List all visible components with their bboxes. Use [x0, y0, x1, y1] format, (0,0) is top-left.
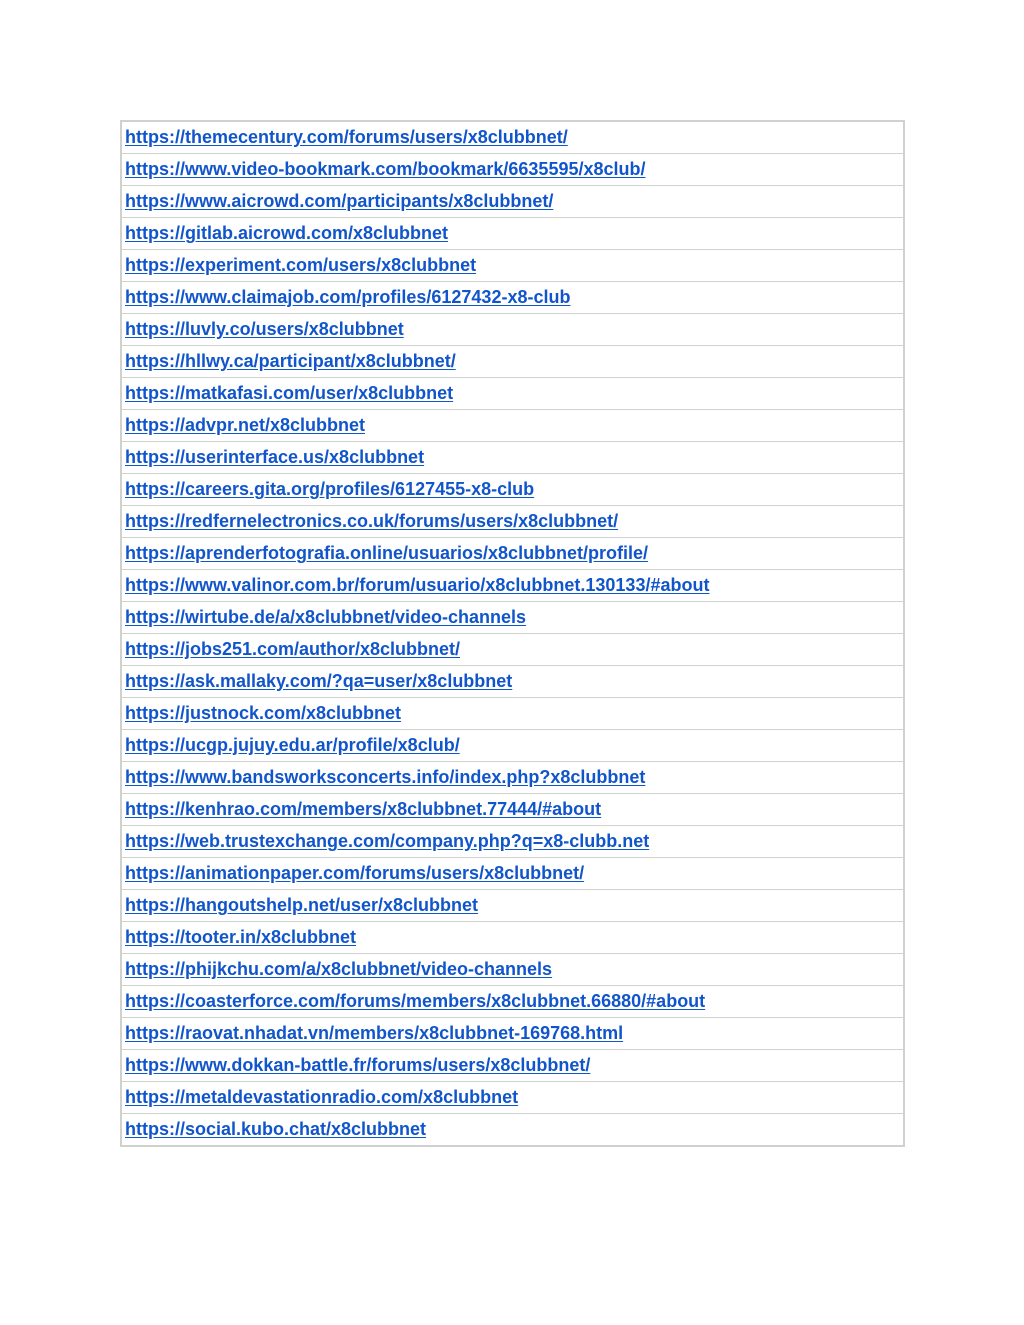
table-cell [121, 314, 904, 346]
link[interactable]: https://social.kubo.chat/x8clubbnet [125, 1119, 427, 1139]
link[interactable]: https://advpr.net/x8clubbnet [125, 415, 366, 435]
table-cell [121, 1050, 904, 1082]
link[interactable]: https://coasterforce.com/forums/members/x8clubbnet.66880/#about [125, 991, 706, 1011]
links-table [120, 120, 905, 1147]
table-row [121, 922, 904, 954]
link[interactable]: https://www.valinor.com.br/forum/usuario/x8clubbnet.130133/#about [125, 575, 710, 595]
table-cell [121, 186, 904, 218]
table-cell [121, 410, 904, 442]
table-row [121, 506, 904, 538]
table-cell [121, 250, 904, 282]
table-cell [121, 218, 904, 250]
table-row [121, 858, 904, 890]
links-table-body [121, 121, 904, 1146]
link[interactable]: https://www.video-bookmark.com/bookmark/6635595/x8club/ [125, 159, 646, 179]
table-cell [121, 538, 904, 570]
link[interactable]: https://justnock.com/x8clubbnet [125, 703, 402, 723]
table-cell [121, 121, 904, 154]
table-cell [121, 378, 904, 410]
table-cell [121, 794, 904, 826]
table-row [121, 538, 904, 570]
link[interactable]: https://experiment.com/users/x8clubbnet [125, 255, 477, 275]
table-cell [121, 666, 904, 698]
table-row [121, 474, 904, 506]
link[interactable]: https://jobs251.com/author/x8clubbnet/ [125, 639, 461, 659]
table-row [121, 762, 904, 794]
table-row [121, 826, 904, 858]
table-row [121, 154, 904, 186]
table-row [121, 570, 904, 602]
table-cell [121, 282, 904, 314]
table-row [121, 954, 904, 986]
table-cell [121, 346, 904, 378]
table-cell [121, 698, 904, 730]
link[interactable]: https://userinterface.us/x8clubbnet [125, 447, 425, 467]
link[interactable]: https://www.bandsworksconcerts.info/index.php?x8clubbnet [125, 767, 646, 787]
table-row [121, 314, 904, 346]
table-cell [121, 570, 904, 602]
table-cell [121, 634, 904, 666]
table-cell [121, 922, 904, 954]
link[interactable]: https://ucgp.jujuy.edu.ar/profile/x8club/ [125, 735, 460, 755]
table-row [121, 218, 904, 250]
link[interactable]: https://hangoutshelp.net/user/x8clubbnet [125, 895, 479, 915]
table-row [121, 794, 904, 826]
table-cell [121, 506, 904, 538]
link[interactable]: https://phijkchu.com/a/x8clubbnet/video-channels [125, 959, 553, 979]
table-row [121, 121, 904, 154]
link[interactable]: https://kenhrao.com/members/x8clubbnet.77444/#about [125, 799, 602, 819]
table-cell [121, 442, 904, 474]
link[interactable]: https://tooter.in/x8clubbnet [125, 927, 357, 947]
table-row [121, 1050, 904, 1082]
link[interactable]: https://ask.mallaky.com/?qa=user/x8clubbnet [125, 671, 513, 691]
table-row [121, 186, 904, 218]
link[interactable]: https://hllwy.ca/participant/x8clubbnet/ [125, 351, 456, 371]
table-cell [121, 1018, 904, 1050]
link[interactable]: https://gitlab.aicrowd.com/x8clubbnet [125, 223, 449, 243]
link[interactable]: https://themecentury.com/forums/users/x8clubbnet/ [125, 127, 568, 147]
table-cell [121, 1114, 904, 1147]
link[interactable]: https://raovat.nhadat.vn/members/x8clubbnet-169768.html [125, 1023, 624, 1043]
link[interactable]: https://web.trustexchange.com/company.php?q=x8-clubb.net [125, 831, 650, 851]
table-row [121, 1114, 904, 1147]
link[interactable]: https://metaldevastationradio.com/x8clubbnet [125, 1087, 519, 1107]
table-row [121, 378, 904, 410]
table-cell [121, 154, 904, 186]
link[interactable]: https://www.dokkan-battle.fr/forums/users/x8clubbnet/ [125, 1055, 591, 1075]
table-cell [121, 954, 904, 986]
link[interactable]: https://luvly.co/users/x8clubbnet [125, 319, 404, 339]
table-row [121, 698, 904, 730]
table-cell [121, 826, 904, 858]
link[interactable]: https://matkafasi.com/user/x8clubbnet [125, 383, 454, 403]
table-row [121, 986, 904, 1018]
table-row [121, 346, 904, 378]
table-row [121, 1082, 904, 1114]
table-cell [121, 602, 904, 634]
table-cell [121, 762, 904, 794]
link[interactable]: https://redfernelectronics.co.uk/forums/users/x8clubbnet/ [125, 511, 619, 531]
table-row [121, 282, 904, 314]
table-cell [121, 986, 904, 1018]
table-row [121, 1018, 904, 1050]
table-cell [121, 474, 904, 506]
table-row [121, 730, 904, 762]
link[interactable]: https://wirtube.de/a/x8clubbnet/video-channels [125, 607, 527, 627]
link[interactable]: https://www.aicrowd.com/participants/x8clubbnet/ [125, 191, 554, 211]
table-cell [121, 858, 904, 890]
table-cell [121, 890, 904, 922]
table-row [121, 410, 904, 442]
link[interactable]: https://www.claimajob.com/profiles/6127432-x8-club [125, 287, 571, 307]
table-cell [121, 730, 904, 762]
link[interactable]: https://aprenderfotografia.online/usuarios/x8clubbnet/profile/ [125, 543, 649, 563]
link[interactable]: https://animationpaper.com/forums/users/x8clubbnet/ [125, 863, 585, 883]
table-cell [121, 1082, 904, 1114]
link[interactable]: https://careers.gita.org/profiles/6127455-x8-club [125, 479, 535, 499]
table-row [121, 442, 904, 474]
table-row [121, 250, 904, 282]
table-row [121, 890, 904, 922]
table-row [121, 666, 904, 698]
table-row [121, 634, 904, 666]
table-row [121, 602, 904, 634]
